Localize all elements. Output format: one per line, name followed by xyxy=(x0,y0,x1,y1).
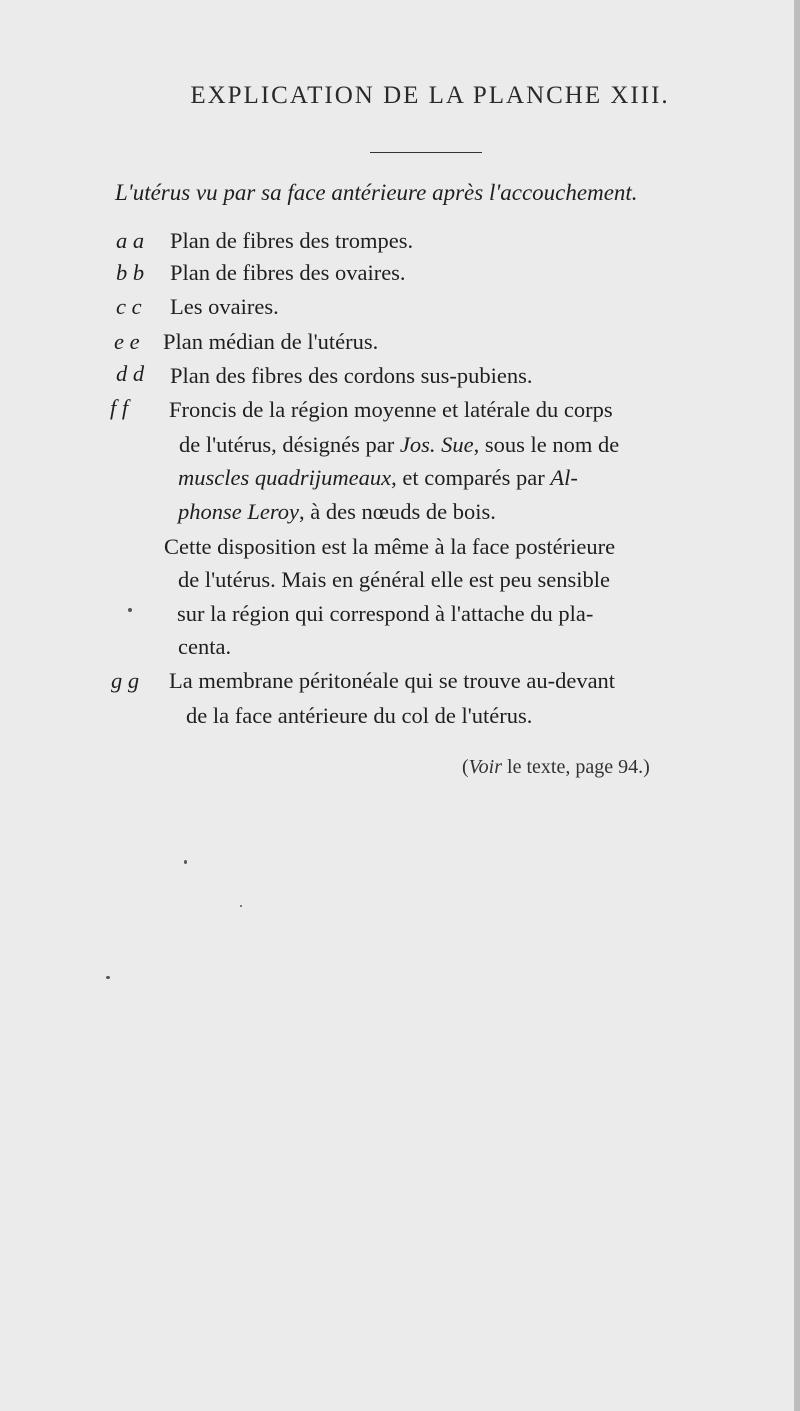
author-leroy-start: Al- xyxy=(550,465,578,490)
entry-text-g-line1: La membrane péritonéale qui se trouve au-devant xyxy=(169,668,616,693)
title-rule xyxy=(370,152,482,153)
page-title: EXPLICATION DE LA PLANCHE XIII. xyxy=(190,82,670,109)
entry-key-a: a a xyxy=(116,228,145,253)
entry-text-f-para3: sur la région qui correspond à l'attache du pla- xyxy=(177,601,594,626)
entry-text-f-line4b: , à des nœuds de bois. xyxy=(299,499,496,524)
term-muscles: muscles quadrijumeaux xyxy=(178,465,392,490)
entry-text-f-line1: Froncis de la région moyenne et latérale du corps xyxy=(169,397,613,422)
entry-text-a: Plan de fibres des trompes. xyxy=(170,228,414,253)
entry-text-f-line3 xyxy=(178,465,578,491)
entry-text-f-line3b: , et comparés par xyxy=(391,465,551,490)
entry-text-f-para4: centa. xyxy=(178,634,232,659)
entry-key-c: c c xyxy=(116,294,142,319)
author-sue: Jos. Sue xyxy=(399,432,474,457)
author-leroy-end: phonse Leroy xyxy=(178,499,300,524)
entry-key-g: g g xyxy=(111,668,140,693)
entry-text-c: Les ovaires. xyxy=(170,294,279,319)
entry-text-g-line2: de la face antérieure du col de l'utérus. xyxy=(186,703,533,728)
entry-key-f: f f xyxy=(110,395,129,420)
ref-voir: Voir xyxy=(468,756,503,778)
entry-text-e: Plan médian de l'utérus. xyxy=(163,329,379,354)
entry-text-f-line2 xyxy=(179,432,619,458)
entry-text-b: Plan de fibres des ovaires. xyxy=(170,260,406,285)
entry-text-d: Plan des fibres des cordons sus-pubiens. xyxy=(170,363,533,388)
ink-speck xyxy=(106,976,110,979)
plate-subtitle: L'utérus vu par sa face antérieure après l'accouchement. xyxy=(115,180,638,205)
entry-key-d: d d xyxy=(116,361,145,386)
entry-text-f-para1: Cette disposition est la même à la face postérieure xyxy=(164,534,616,559)
entry-text-f-line2a: de l'utérus, désignés par xyxy=(179,432,400,457)
ink-speck xyxy=(240,905,242,907)
page-edge xyxy=(794,0,800,1411)
entry-key-e: e e xyxy=(114,329,140,354)
entry-text-f-para2: de l'utérus. Mais en général elle est peu sensible xyxy=(178,567,611,592)
entry-key-b: b b xyxy=(116,260,145,285)
entry-text-f-line4 xyxy=(178,499,496,525)
ink-speck xyxy=(128,608,132,612)
ref-rest: le texte, page 94.) xyxy=(502,756,650,778)
entry-text-f-line2c: , sous le nom de xyxy=(473,432,620,457)
ink-speck xyxy=(184,860,187,864)
ref-open: ( xyxy=(462,756,469,778)
text-reference xyxy=(462,756,650,779)
